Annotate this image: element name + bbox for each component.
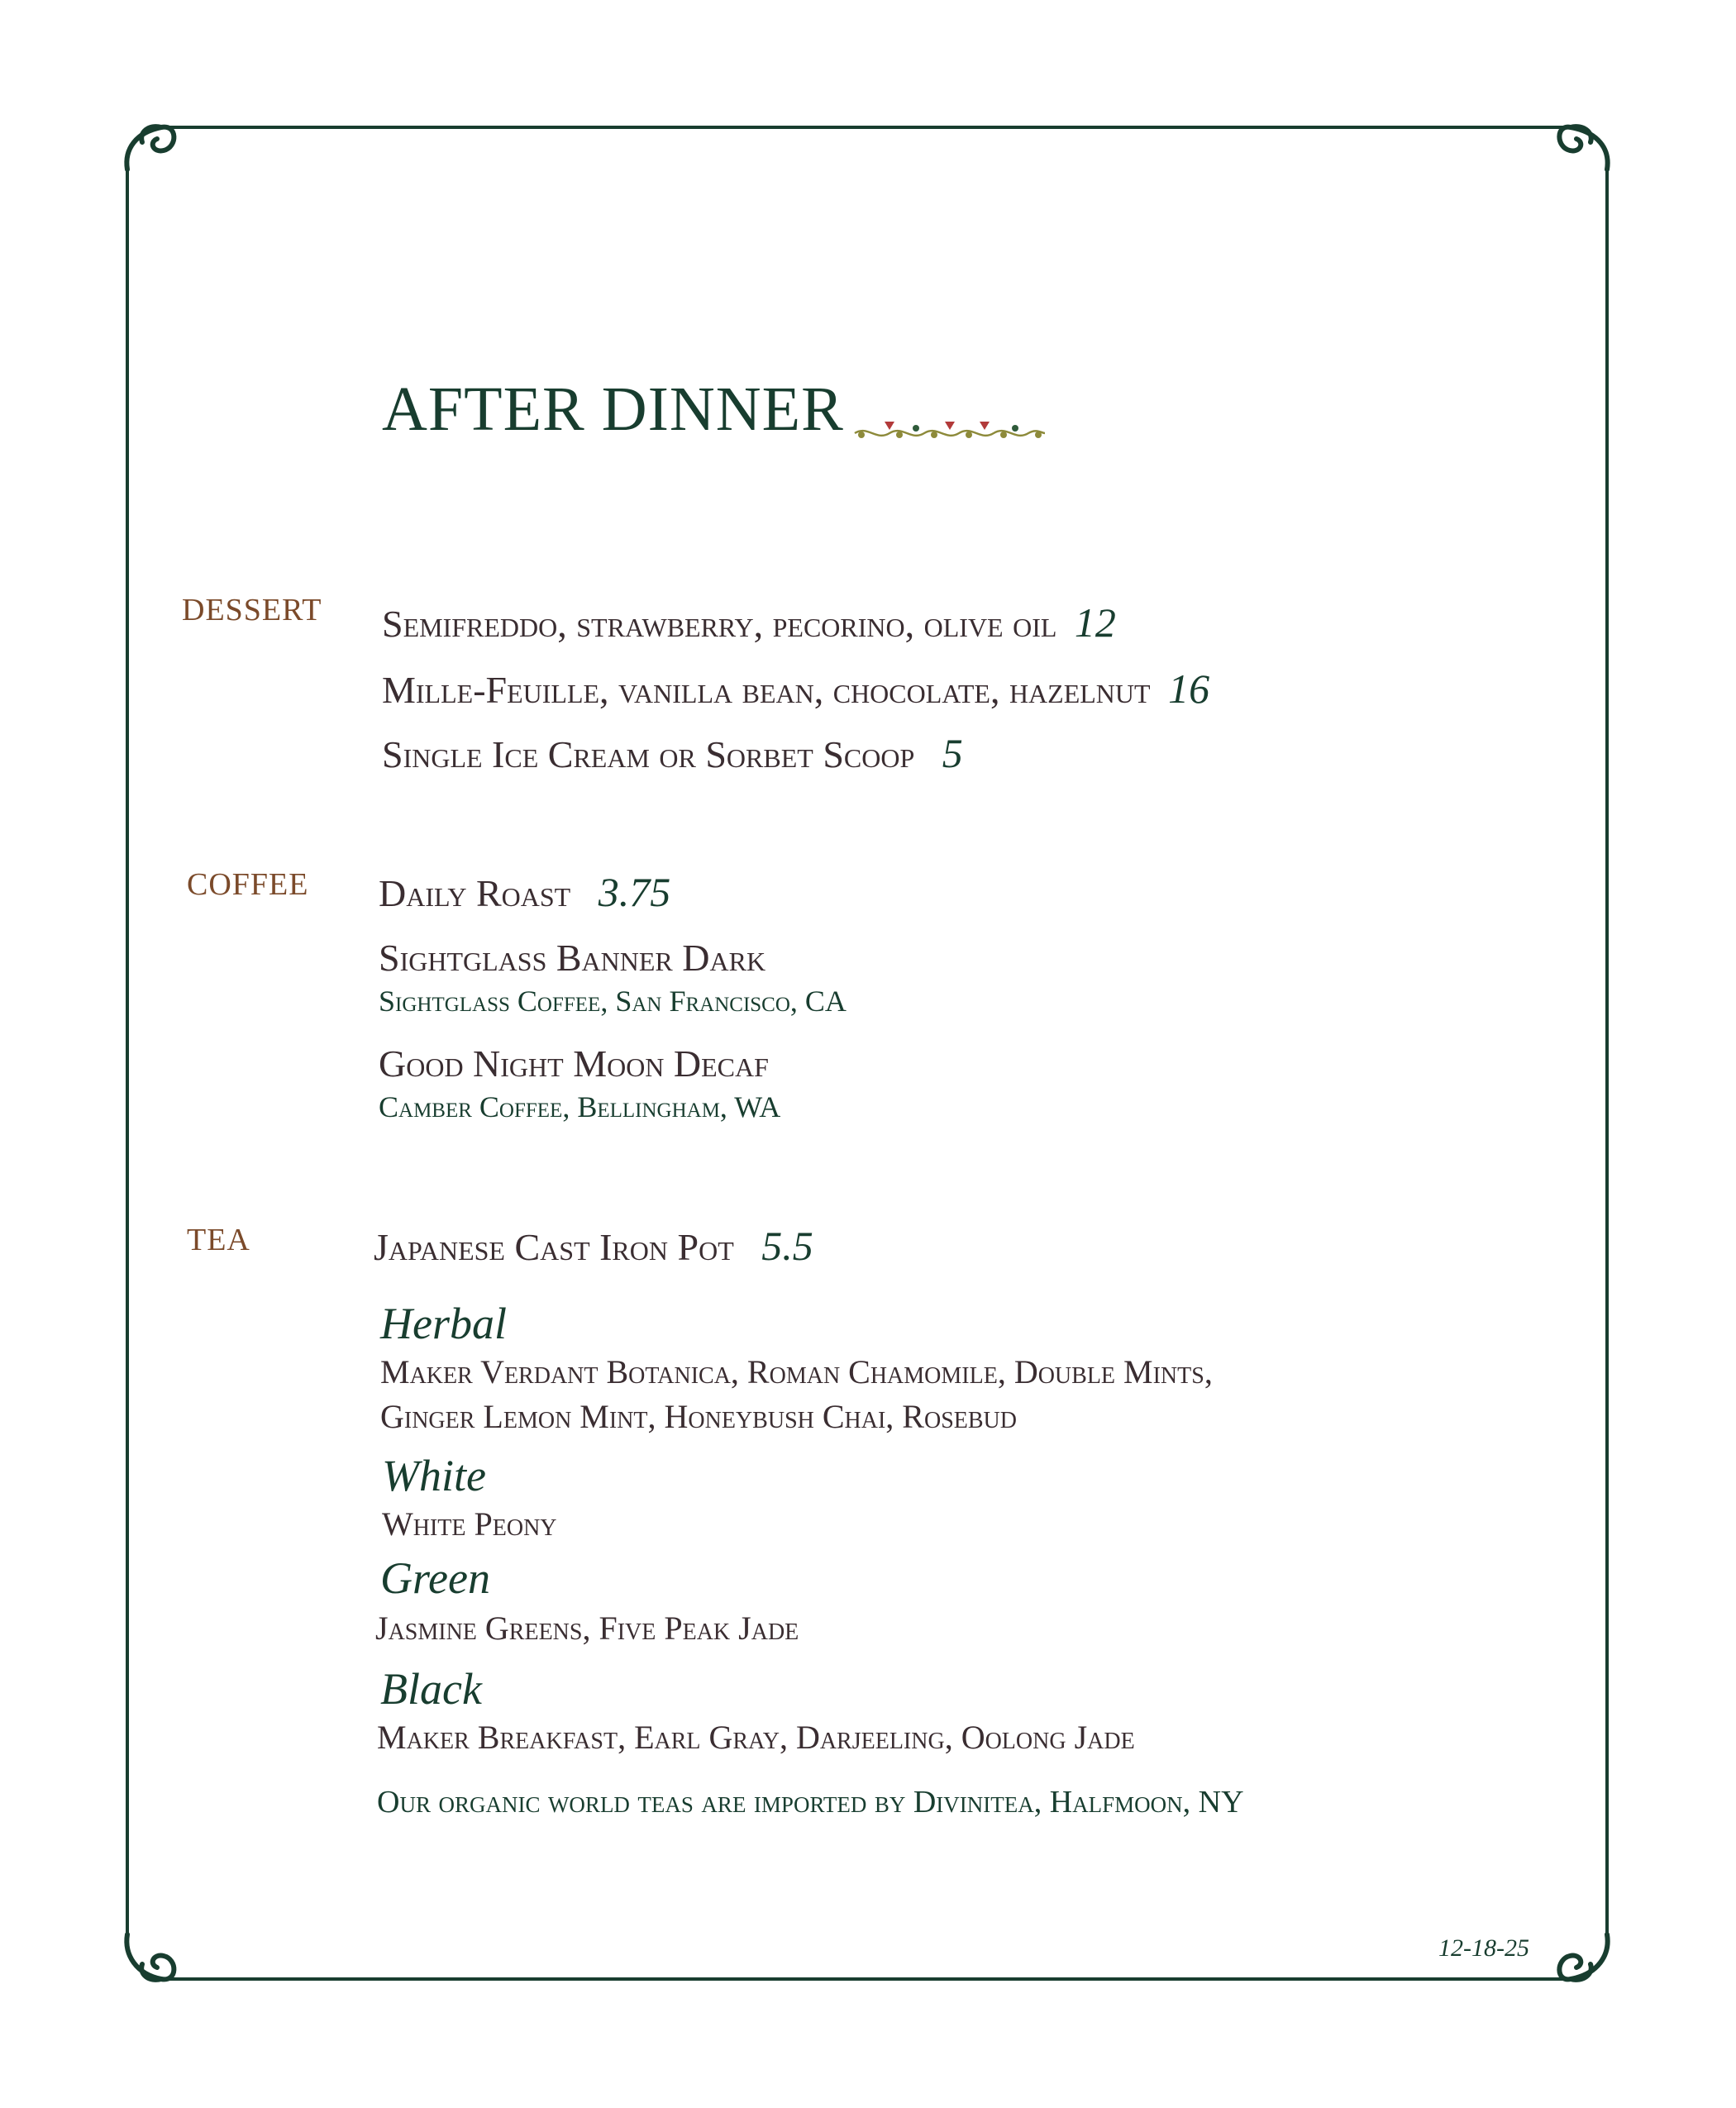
item-price: 3.75 [598, 869, 671, 915]
item-name: Japanese Cast Iron Pot [374, 1226, 734, 1268]
section-label-coffee: COFFEE [187, 867, 309, 902]
tea-category-green: Green [380, 1553, 490, 1603]
tea-list-line: White Peony [382, 1505, 557, 1543]
roast-name: Good Night Moon Decaf [379, 1042, 769, 1085]
tea-import-note: Our organic world teas are imported by Divinitea, Halfmoon, NY [377, 1785, 1244, 1819]
menu-item [379, 868, 670, 916]
item-price: 5.5 [761, 1223, 813, 1269]
roast-name: Sightglass Banner Dark [379, 937, 766, 979]
item-name: Daily Roast [379, 872, 571, 914]
item-name: Single Ice Cream or Sorbet Scoop [382, 733, 915, 775]
tea-list-line: Ginger Lemon Mint, Honeybush Chai, Rosebud [380, 1398, 1018, 1435]
menu-date: 12-18-25 [1438, 1934, 1529, 1962]
item-price: 12 [1074, 599, 1116, 646]
corner-scroll-bottom-right-icon [1559, 1934, 1607, 1980]
item-name: Mille-Feuille, vanilla bean, chocolate, hazelnut [382, 669, 1151, 711]
tea-list-line: Jasmine Greens, Five Peak Jade [375, 1610, 799, 1647]
menu-title: AFTER DINNER [382, 374, 844, 444]
floral-ornament-icon [851, 413, 1048, 450]
corner-scroll-top-left-icon [126, 126, 174, 169]
menu-item [382, 665, 1209, 713]
section-label-dessert: DESSERT [182, 593, 322, 627]
tea-list-line: Maker Breakfast, Earl Gray, Darjeeling, Oolong Jade [377, 1719, 1135, 1756]
tea-category-herbal: Herbal [380, 1299, 507, 1348]
menu-item [382, 729, 963, 777]
corner-scroll-bottom-left-icon [126, 1934, 174, 1980]
section-label-tea: TEA [187, 1223, 250, 1257]
item-name: Semifreddo, strawberry, pecorino, olive oil [382, 603, 1057, 645]
item-price: 16 [1168, 665, 1210, 712]
item-price: 5 [942, 730, 963, 776]
tea-category-black: Black [380, 1664, 482, 1714]
menu-item [382, 599, 1116, 646]
corner-scroll-top-right-icon [1559, 126, 1607, 169]
tea-category-white: White [382, 1451, 486, 1500]
roast-source: Camber Coffee, Bellingham, WA [379, 1090, 781, 1123]
roast-source: Sightglass Coffee, San Francisco, CA [379, 985, 847, 1018]
menu-item [374, 1222, 813, 1270]
tea-list-line: Maker Verdant Botanica, Roman Chamomile, Double Mints, [380, 1353, 1213, 1390]
